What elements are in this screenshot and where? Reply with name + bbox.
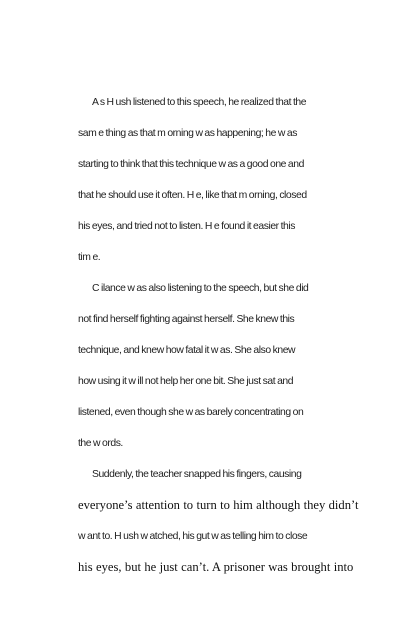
- text-line-16: his eyes, but he just can’t. A prisoner was brought into: [78, 560, 354, 574]
- text-line-15: w ant to. H ush w atched, his gut w as telling him to close: [78, 531, 308, 542]
- text-line-5: his eyes, and tried not to listen. H e found it easier this: [78, 221, 295, 232]
- text-line-8: not find herself fighting against herself. She knew this: [78, 314, 295, 325]
- text-line-12: the w ords.: [78, 438, 123, 449]
- text-line-11: listened, even though she w as barely concentrating on: [78, 407, 304, 418]
- text-line-10: how using it w ill not help her one bit. She just sat and: [78, 376, 294, 387]
- text-line-4: that he should use it often. H e, like that m orning, closed: [78, 190, 307, 201]
- text-line-14: everyone’s attention to turn to him although they didn’t: [78, 498, 359, 512]
- text-line-13: Suddenly, the teacher snapped his fingers, causing: [92, 469, 302, 480]
- text-line-9: technique, and knew how fatal it w as. She also knew: [78, 345, 296, 356]
- text-line-7: C ilance w as also listening to the speech, but she did: [92, 283, 309, 294]
- text-line-6: tim e.: [78, 252, 101, 263]
- text-line-1: A s H ush listened to this speech, he realized that the: [92, 97, 307, 108]
- text-line-2: sam e thing as that m orning w as happening; he w as: [78, 128, 297, 139]
- text-line-3: starting to think that this technique w as a good one and: [78, 159, 304, 170]
